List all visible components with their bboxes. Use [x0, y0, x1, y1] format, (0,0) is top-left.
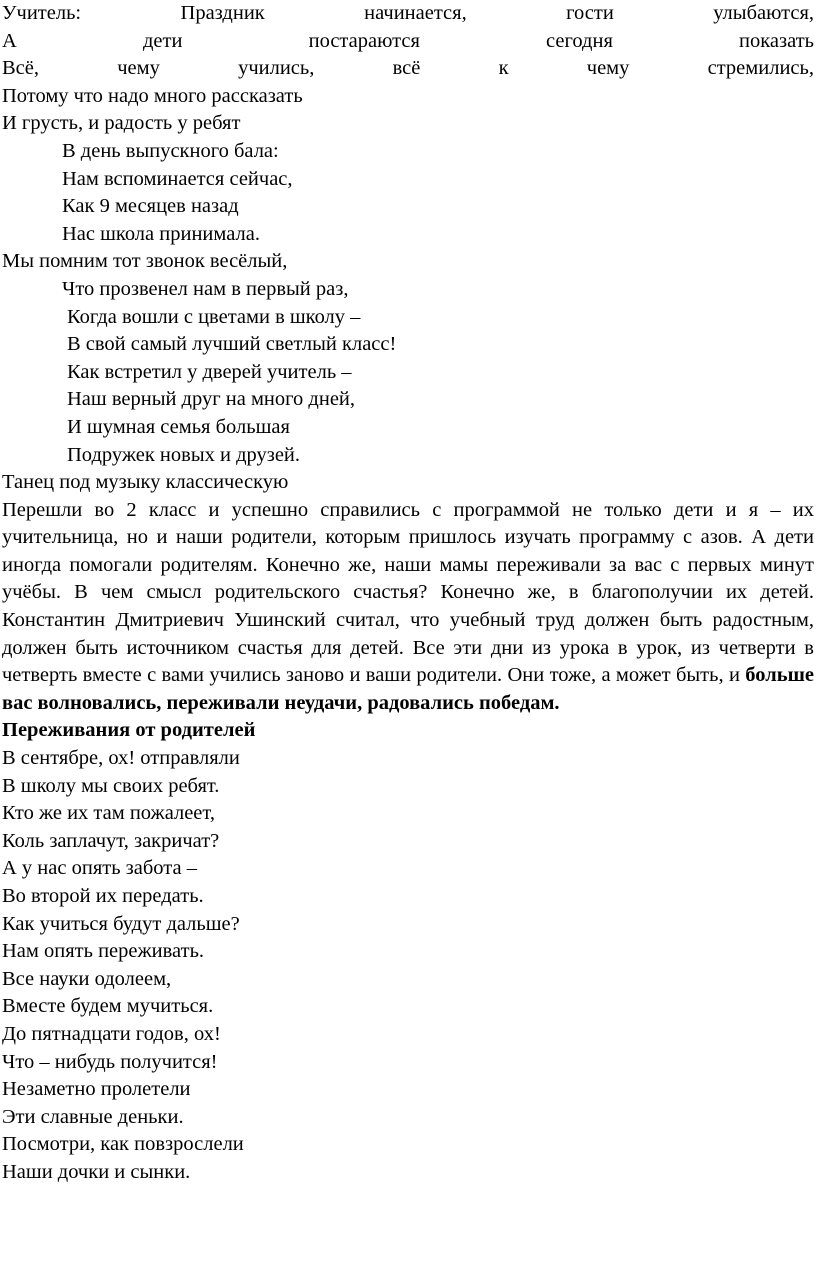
intro-line: И грусть, и радость у ребят [2, 112, 241, 135]
poem-line: Мы помним тот звонок весёлый, [2, 250, 288, 273]
poem-line: Когда вошли с цветами в школу – [67, 305, 361, 328]
poem-line: Нас школа принимала. [62, 222, 260, 245]
paragraph-text: Перешли во 2 класс и успешно справились с программой не только дети и я – их учительница, но и наши родители, которым пришлось изучать программу с азов. А дети иногда помогали родителям. Конечно же, наши мамы переживали за вас с первых минут учёбы. В чем смысл родительского счастья? Конечно же, в благополучии их детей. Константин Дмитриевич Ушинский считал, что учебный труд должен быть радостным, должен быть источником счастья для детей. Все эти дни из урока в урок, из четверти в четверть вместе с вами учились заново и ваши родители. Они тоже, а может быть, и [2, 498, 814, 687]
intro-line: А дети постараются сегодня показать [2, 29, 814, 52]
poem-line: Кто же их там пожалеет, [2, 802, 215, 825]
speech-paragraph [2, 497, 814, 718]
poem-line: Эти славные деньки. [2, 1105, 184, 1128]
poem-line: Наш верный друг на много дней, [67, 388, 356, 411]
poem-line: В свой самый лучший светлый класс! [67, 333, 397, 356]
intro-line: Потому что надо много рассказать [2, 84, 303, 107]
poem-line: Нам опять переживать. [2, 940, 205, 963]
poem-line: Незаметно пролетели [2, 1078, 191, 1101]
poem-line: Как учиться будут дальше? [2, 912, 240, 935]
poem-line: В день выпускного бала: [62, 139, 279, 162]
poem-line: И шумная семья большая [67, 415, 290, 438]
poem-line: Во второй их передать. [2, 885, 204, 907]
poem-line: Вместе будем мучиться. [2, 995, 214, 1018]
poem-line: Коль заплачут, закричат? [2, 829, 220, 852]
poem-line: Наши дочки и сынки. [2, 1160, 191, 1183]
intro-line: Всё, чему учились, всё к чему стремились, [2, 57, 814, 80]
poem-line: В школу мы своих ребят. [2, 774, 220, 797]
poem-line: Посмотри, как повзрослели [2, 1133, 244, 1156]
section-heading: Переживания от родителей [2, 719, 256, 742]
poem-line: Подружек новых и друзей. [67, 443, 301, 466]
poem-line: Все науки одолеем, [2, 967, 172, 990]
document-page [2, 0, 814, 1187]
poem-line: А у нас опять забота – [2, 857, 197, 880]
poem-line: Нам вспоминается сейчас, [62, 167, 293, 190]
stage-direction: Танец под музыку классическую [2, 471, 289, 494]
poem-line: Как встретил у дверей учитель – [67, 360, 352, 383]
poem-line: В сентябре, ох! отправляли [2, 747, 240, 770]
poem-line: Как 9 месяцев назад [62, 195, 239, 218]
intro-line: Учитель: Праздник начинается, гости улыбаются, [2, 2, 814, 24]
poem-line: До пятнадцати годов, ох! [2, 1022, 221, 1045]
poem-line: Что – нибудь получится! [2, 1050, 218, 1073]
poem-line: Что прозвенел нам в первый раз, [62, 277, 349, 300]
paragraph-bold-text: больше вас волновались, переживали неудачи, радовались победам. [2, 664, 814, 714]
